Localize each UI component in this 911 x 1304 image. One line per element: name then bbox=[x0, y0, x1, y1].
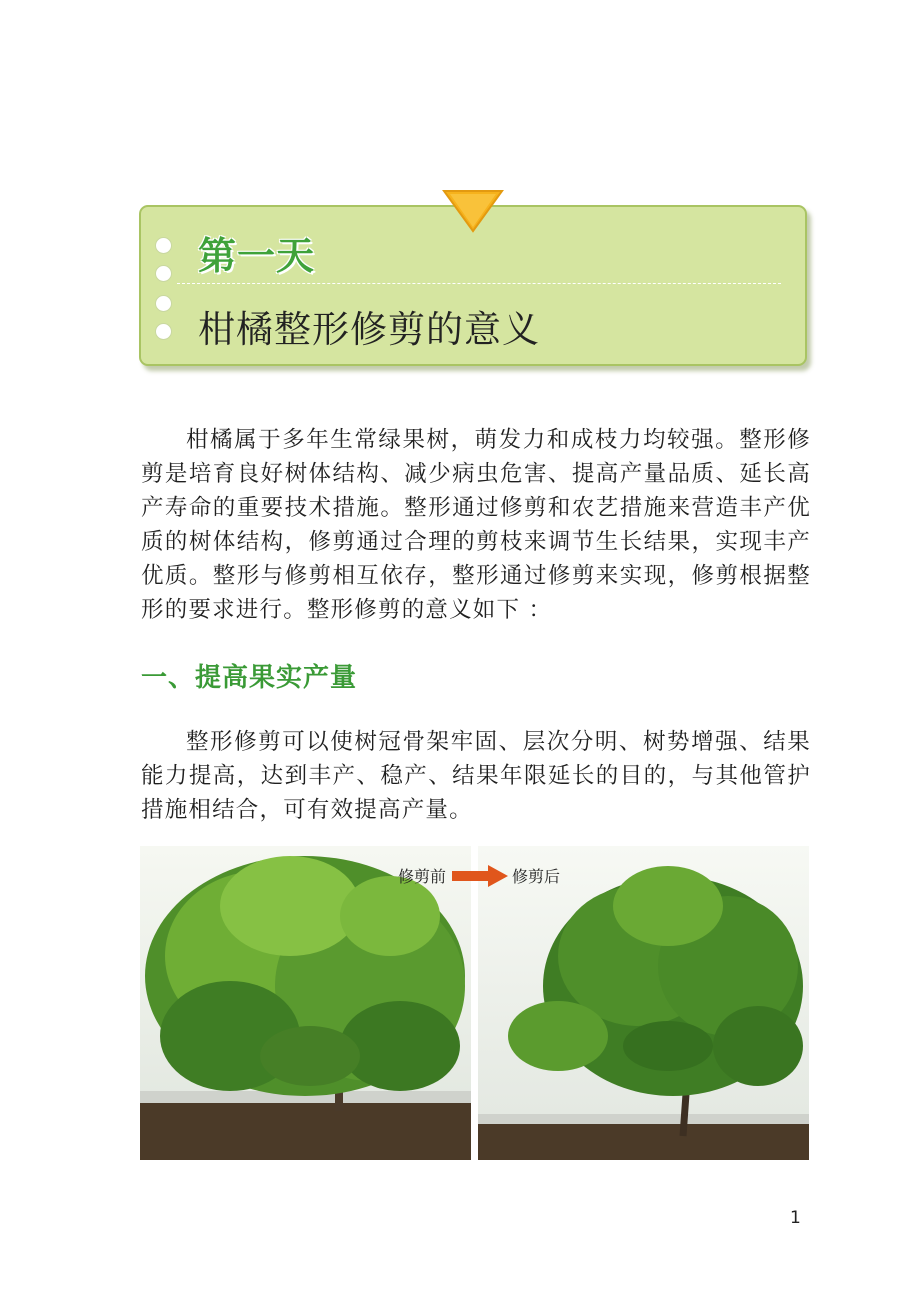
before-label: 修剪前 bbox=[398, 867, 447, 886]
right-arrow-icon bbox=[452, 865, 508, 887]
photo-before-pruning bbox=[140, 846, 471, 1160]
day-label: 第一天 bbox=[198, 234, 316, 278]
down-triangle-icon bbox=[442, 189, 504, 233]
banner-divider bbox=[177, 283, 781, 284]
page-number: 1 bbox=[790, 1208, 801, 1228]
photo-after-pruning bbox=[478, 846, 809, 1160]
banner-dot bbox=[155, 323, 172, 340]
section-heading: 一、提高果实产量 bbox=[141, 663, 358, 693]
banner-dot bbox=[155, 237, 172, 254]
after-label: 修剪后 bbox=[512, 867, 561, 886]
banner-dot bbox=[155, 265, 172, 282]
chapter-title: 柑橘整形修剪的意义 bbox=[198, 308, 540, 351]
intro-paragraph: 柑橘属于多年生常绿果树，萌发力和成枝力均较强。整形修剪是培育良好树体结构、减少病虫危害、提高产量品质、延长高产寿命的重要技术措施。整形通过修剪和农艺措施来营造丰产优质的树体结构，修剪通过合理的剪枝来调节生长结果，实现丰产优质。整形与修剪相互依存，整形通过修剪来实现，修剪根据整形的要求进行。整形修剪的意义如下 ： bbox=[141, 427, 811, 623]
section-paragraph: 整形修剪可以使树冠骨架牢固、层次分明、树势增强、结果能力提高，达到丰产、稳产、结果年限延长的目的，与其他管护措施相结合，可有效提高产量。 bbox=[141, 729, 811, 823]
banner-dot bbox=[155, 295, 172, 312]
